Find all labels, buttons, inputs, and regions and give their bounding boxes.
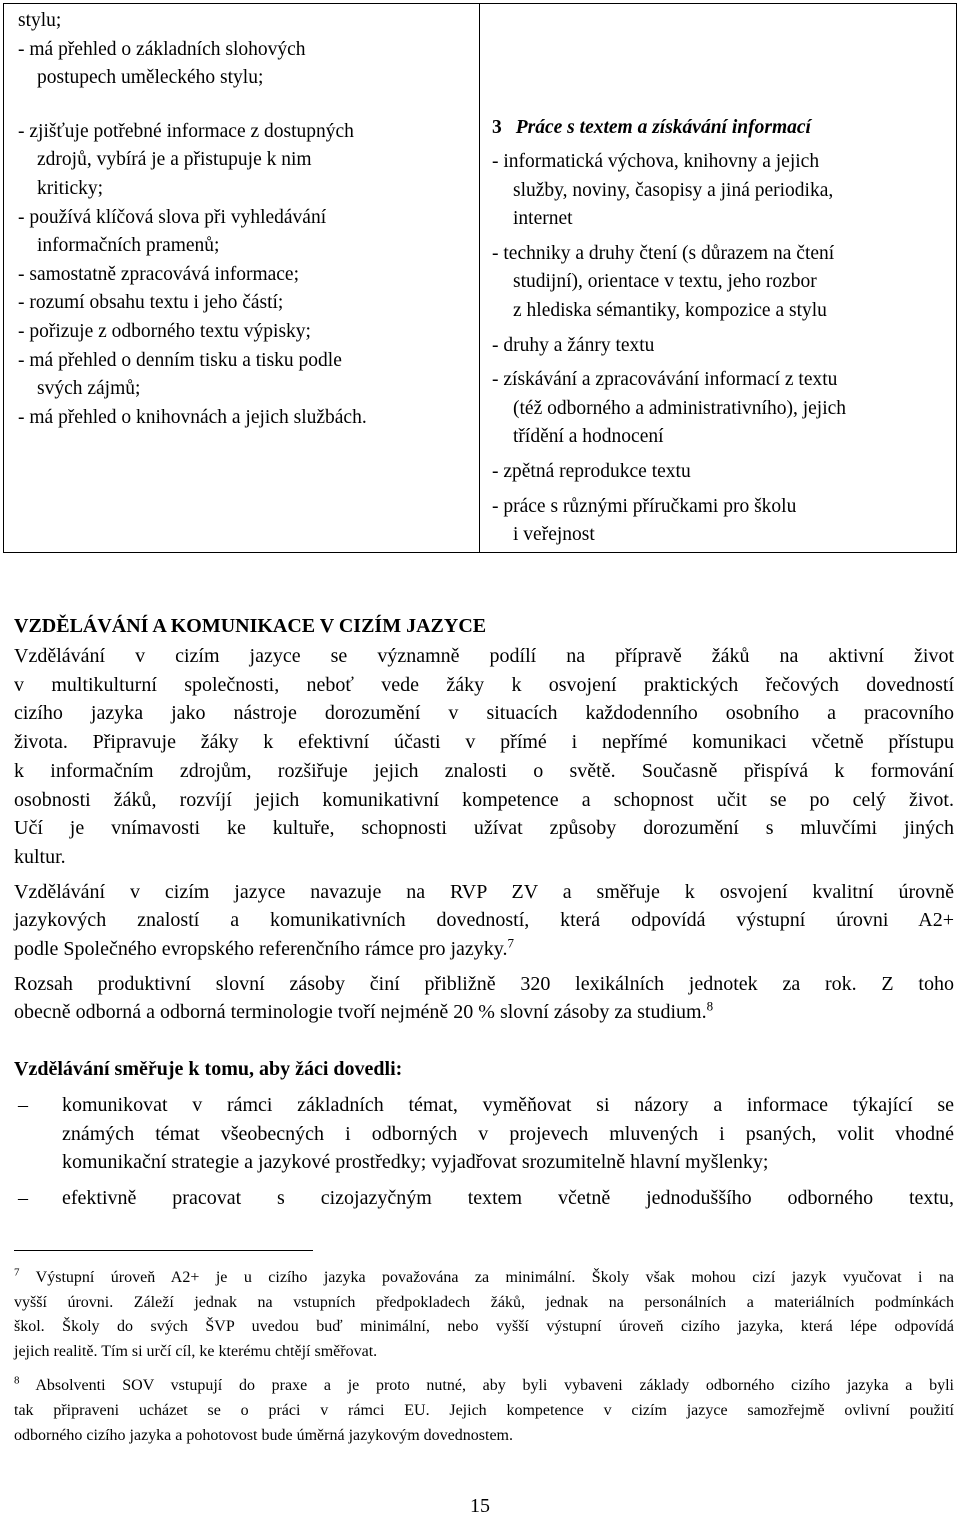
paragraph-line: Vzdělávání v cizím jazyce navazuje na RVP ZV a směřuje k osvojení kvalitní úrovně — [14, 880, 954, 903]
goal-text — [62, 1184, 954, 1213]
paragraph-text: obecně odborná a odborná terminologie tvoří nejméně 20 % slovní zásoby za studium. — [14, 1001, 707, 1024]
footnote-line: vyšší úrovni. Záleží jednak na vstupních předpokladech žáků, jednak na personálních a materiálních podmínkách — [14, 1293, 954, 1311]
goal-line: známých témat všeobecných i odborných v projevech mluvených i psaných, volit vhodné — [62, 1122, 954, 1145]
footnote-ref: 8 — [706, 998, 714, 1014]
footnote-text: Výstupní úroveň A2+ je u cizího jazyka považována za minimální. Školy však mohou cizí jazyk vyučovat i na — [19, 1269, 954, 1286]
goal-item — [14, 1091, 954, 1177]
goal-item — [14, 1184, 954, 1213]
paragraph-line — [14, 998, 954, 1027]
content-item — [492, 240, 956, 326]
spacer — [14, 1364, 954, 1374]
outcome-line: zdrojů, vybírá je a přistupuje k nim — [37, 149, 312, 171]
paragraph-line: v multikulturní společnosti, neboť vede žáky k osvojení praktických řečových dovedností — [14, 673, 954, 696]
paragraph-line: osobnosti žáků, rozvíjí jejich komunikativní kompetence a schopnost učit se po celý život. — [14, 788, 954, 811]
content-item-line: z hlediska sémantiky, kompozice a stylu — [513, 299, 827, 321]
goal-line: efektivně pracovat s cizojazyčným textem včetně jednoduššího odborného textu, — [62, 1187, 954, 1210]
footnote-line: tak připraveni ucházet se o práci v rámci EU. Jejich kompetence v cizím jazyce samozřejmě ovlivní použití — [14, 1401, 954, 1419]
content-item — [492, 366, 956, 452]
outcome-line: - má přehled o knihovnách a jejich službách. — [18, 406, 367, 428]
content-item-line: třídění a hodnocení — [513, 426, 664, 448]
curriculum-table — [3, 3, 957, 553]
paragraph-line: k informačním zdrojům, rozšiřuje jejich znalosti o světě. Současně přispívá k formování — [14, 759, 954, 782]
outcome-line: - rozumí obsahu textu i jeho částí; — [18, 292, 284, 314]
outcome-line: - má přehled o denním tisku a tisku podle — [18, 349, 342, 371]
content-item-line: služby, noviny, časopisy a jiná periodika, — [513, 179, 834, 201]
paragraph-vocabulary — [14, 970, 954, 1027]
content-item-line: internet — [513, 208, 573, 230]
footnotes — [14, 1266, 954, 1448]
footnote-line: škol. Školy do svých ŠVP uvedou buď minimální, nebo vyšší výstupní úroveň cizího jazyka, která lépe odpovídá — [14, 1318, 954, 1336]
content-item-line: - techniky a druhy čtení (s důrazem na čtení — [492, 242, 835, 264]
content-item — [492, 148, 956, 234]
language-section — [14, 610, 954, 1027]
footnote-text: Absolventi SOV vstupují do praxe a je proto nutné, aby byli vybaveni základy odborného cizího jazyka a byli — [19, 1377, 954, 1395]
section-3-heading — [492, 114, 956, 142]
dash-bullet: – — [18, 1094, 28, 1116]
content-item — [492, 332, 956, 361]
content-item-line: (též odborného a administrativního), jejich — [513, 397, 847, 419]
paragraph-line: jazykových znalostí a komunikativních dovedností, která odpovídá výstupní úrovni A2+ — [14, 909, 954, 932]
content-item-line: i veřejnost — [513, 524, 595, 546]
outcome-line: postupech uměleckého stylu; — [37, 67, 264, 89]
outcome-line: - používá klíčová slova při vyhledávání — [18, 206, 327, 228]
content-item-line: - práce s různými příručkami pro školu — [492, 495, 797, 517]
footnote-ref: 7 — [507, 935, 515, 951]
footnote-mark: 7 — [14, 1266, 20, 1279]
goals-heading: Vzdělávání směřuje k tomu, aby žáci dovedli: — [14, 1058, 403, 1080]
outcome-line: kriticky; — [37, 177, 104, 199]
page-number: 15 — [470, 1495, 490, 1517]
paragraph-line: Vzdělávání v cizím jazyce se významně podílí na přípravě žáků na aktivní život — [14, 645, 954, 667]
outcome-line: - samostatně zpracovává informace; — [18, 263, 299, 285]
spacer — [18, 93, 479, 118]
paragraph-line: kultur. — [14, 845, 66, 868]
paragraph-rvp — [14, 878, 954, 964]
paragraph-text: podle Společného evropského referenčního rámce pro jazyky. — [14, 938, 508, 961]
goals-list — [14, 1091, 954, 1213]
outcome-line: - má přehled o základních slohových — [18, 38, 306, 60]
content-item-line: studijní), orientace v textu, jeho rozbor — [513, 271, 817, 293]
goal-text — [62, 1091, 954, 1177]
paragraph-line: života. Připravuje žáky k efektivní účasti v přímé i nepřímé komunikaci včetně přístupu — [14, 731, 954, 754]
paragraph-line — [14, 935, 954, 964]
section-number: 3 — [492, 117, 502, 138]
goal-line: komunikovat v rámci základních témat, vyměňovat si názory a informace týkající se — [62, 1094, 954, 1116]
content-cell — [480, 4, 956, 552]
content-list — [492, 148, 956, 550]
content-item-line: - zpětná reprodukce textu — [492, 460, 691, 482]
content-item-line: - informatická výchova, knihovny a jejich — [492, 151, 820, 172]
paragraph-intro — [14, 642, 954, 872]
outcome-line: stylu; — [18, 10, 62, 31]
footnote-line — [14, 1374, 954, 1399]
content-item — [492, 458, 956, 487]
footnote-mark: 8 — [14, 1375, 20, 1388]
content-item-line: - druhy a žánry textu — [492, 334, 655, 356]
footnote-separator — [14, 1250, 313, 1251]
footnote-7 — [14, 1266, 954, 1364]
footnote-line: jejich realitě. Tím si určí cíl, ke kterému chtějí směřovat. — [14, 1342, 378, 1360]
paragraph-line: Rozsah produktivní slovní zásoby činí přibližně 320 lexikálních jednotek za rok. Z toho — [14, 972, 954, 995]
goal-line: komunikační strategie a jazykové prostředky; vyjadřovat srozumitelně hlavní myšlenky; — [62, 1151, 769, 1174]
paragraph-line: Učí je vnímavosti ke kultuře, schopnosti užívat způsoby dorozumění s mluvčími jiných — [14, 817, 954, 840]
outcome-line: svých zájmů; — [37, 378, 141, 400]
section-heading: VZDĚLÁVÁNÍ A KOMUNIKACE V CIZÍM JAZYCE — [14, 615, 487, 637]
spacer — [14, 1177, 954, 1184]
section-title: Práce s textem a získávání informací — [515, 117, 811, 138]
content-item-line: - získávání a zpracovávání informací z textu — [492, 369, 838, 391]
outcome-line: informačních pramenů; — [37, 235, 220, 257]
dash-bullet: – — [18, 1187, 28, 1210]
outcomes-cell — [4, 4, 480, 552]
outcome-line: - zjišťuje potřebné informace z dostupných — [18, 120, 354, 142]
footnote-line: odborného cizího jazyka a pohotovost bude úměrná jazykovým dovednostem. — [14, 1426, 513, 1444]
footnote-line — [14, 1266, 954, 1291]
paragraph-line: cizího jazyka jako nástroje dorozumění v situacích každodenního osobního a pracovního — [14, 702, 954, 725]
footnote-8 — [14, 1374, 954, 1448]
content-item — [492, 493, 956, 550]
outcome-line: - pořizuje z odborného textu výpisky; — [18, 320, 311, 342]
